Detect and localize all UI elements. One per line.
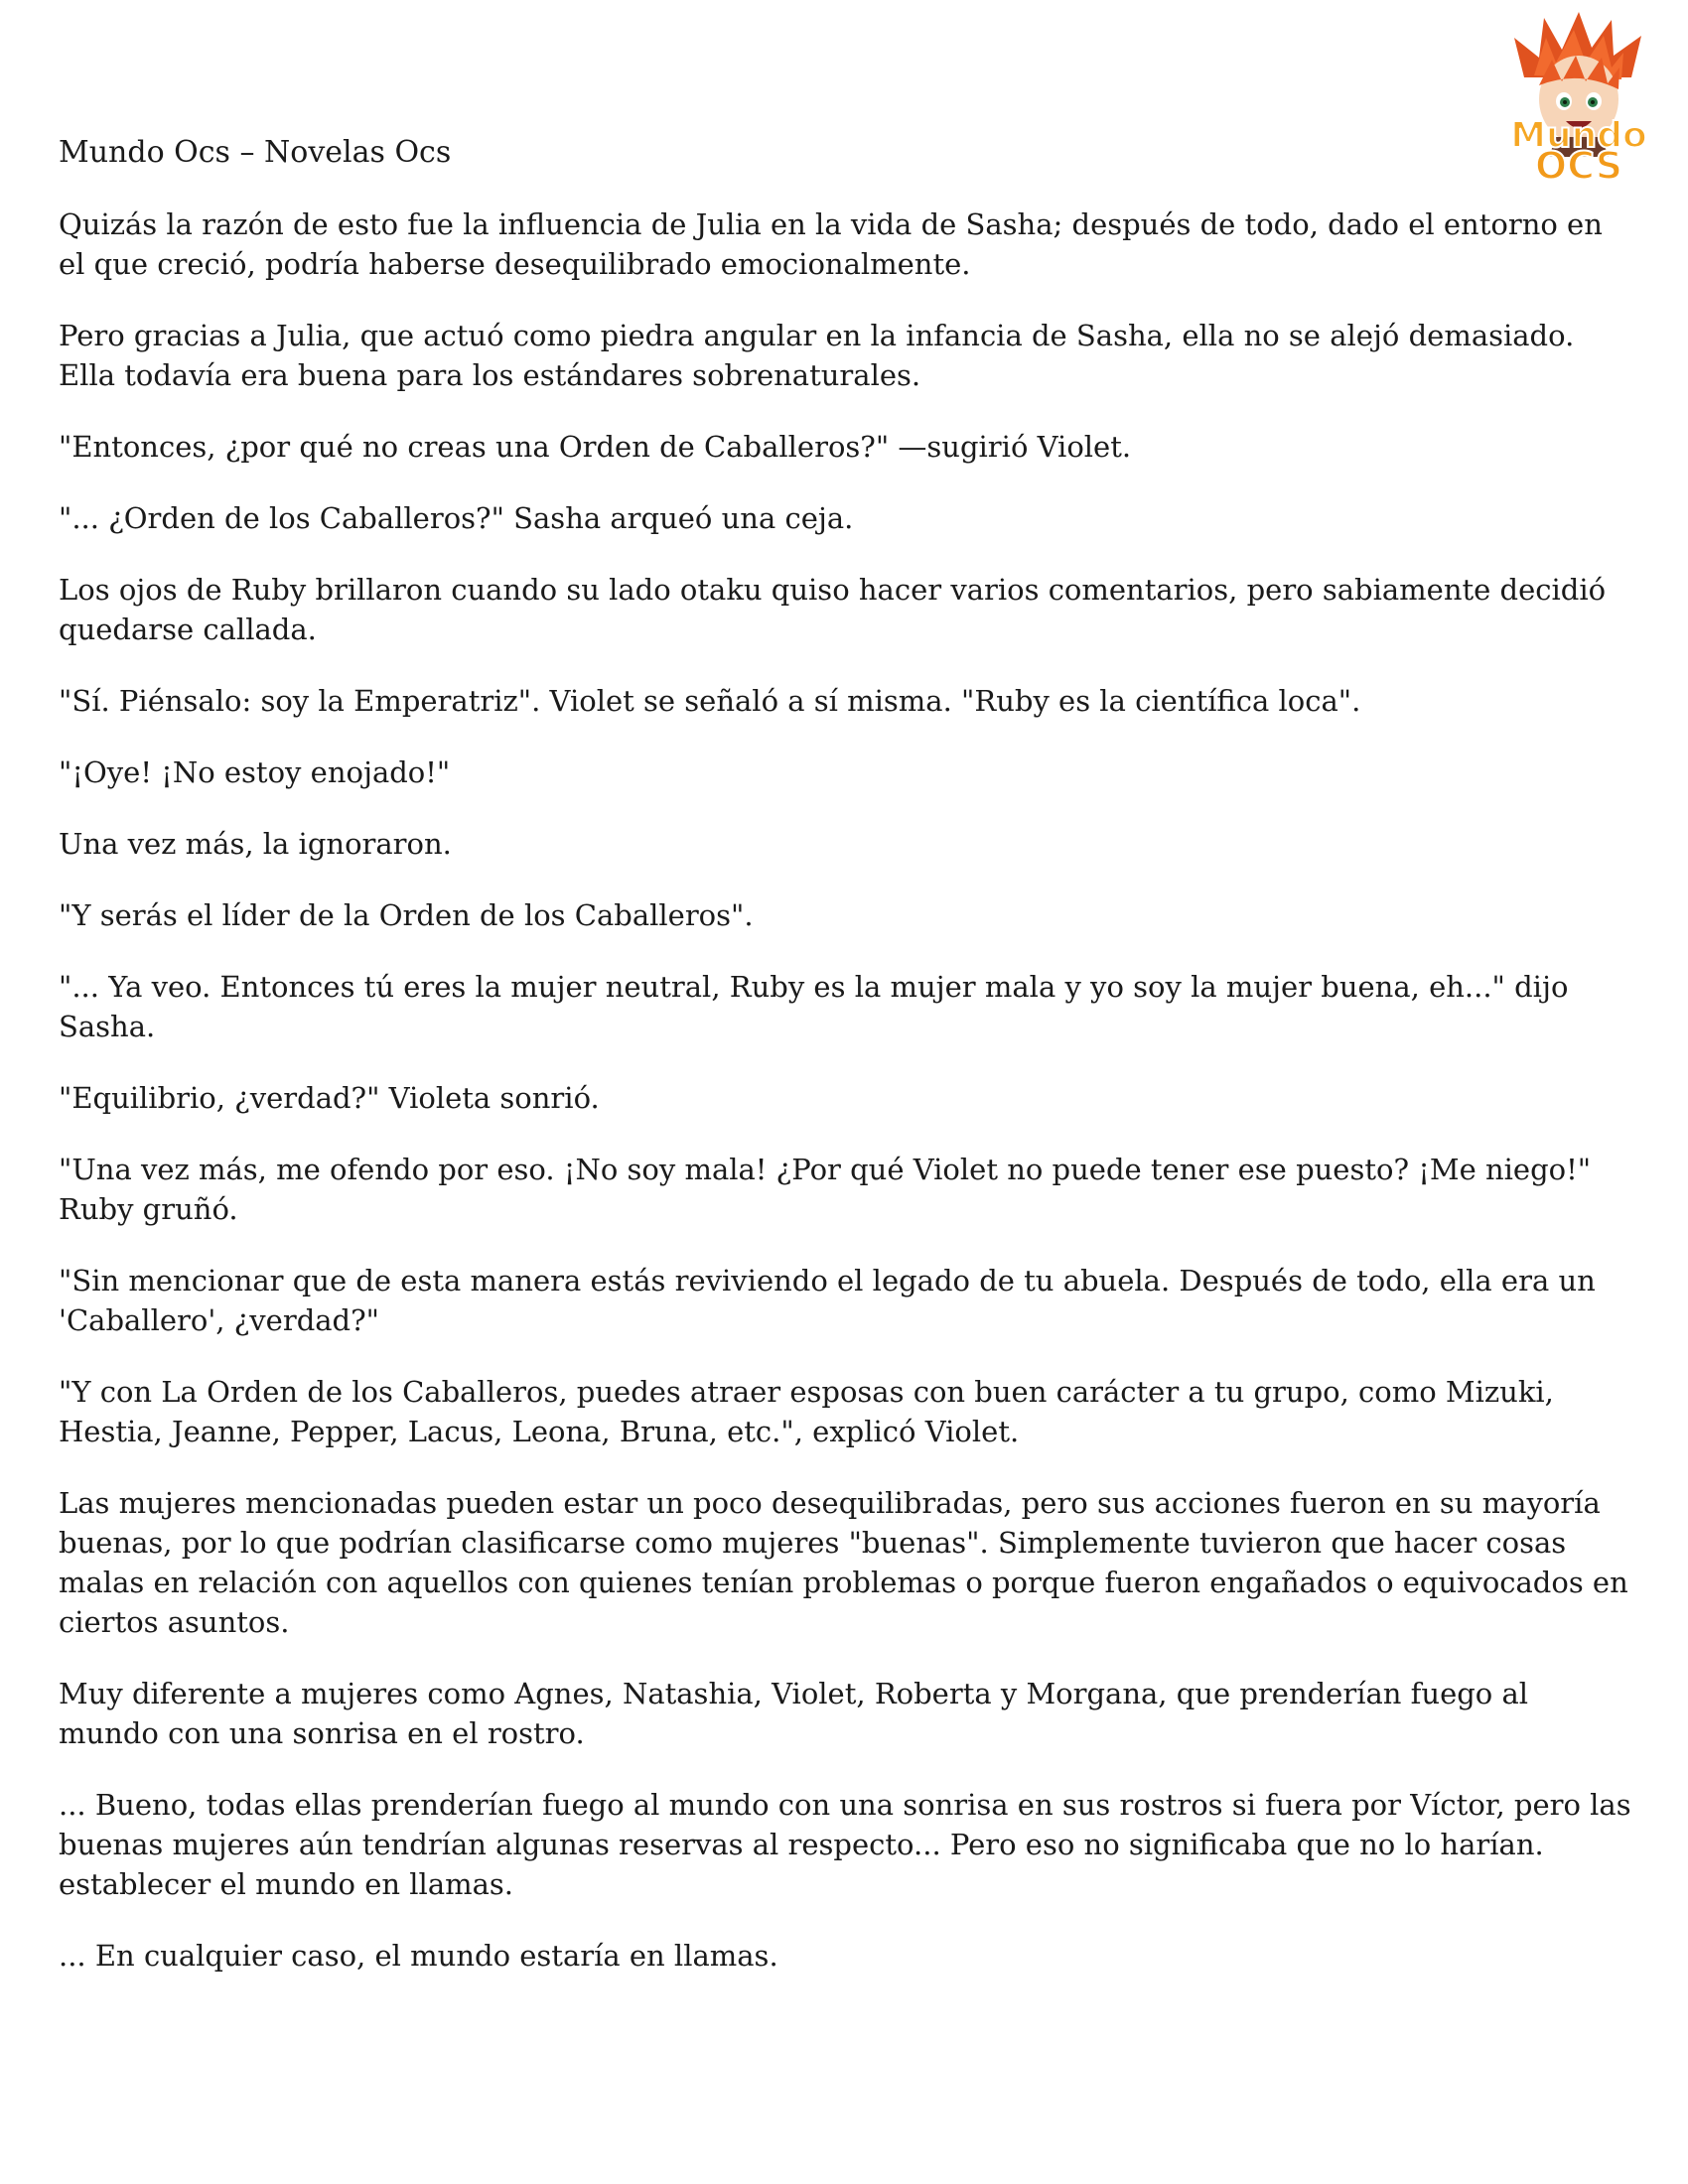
paragraph: "Sin mencionar que de esta manera estás reviviendo el legado de tu abuela. Después de todo, ella era un 'Caballero', ¿verdad?" bbox=[59, 1264, 1596, 1337]
document-body bbox=[59, 205, 1637, 2007]
paragraph: "... Ya veo. Entonces tú eres la mujer neutral, Ruby es la mujer mala y yo soy la mujer buena, eh..." dijo Sasha. bbox=[59, 970, 1569, 1043]
paragraph: "... ¿Orden de los Caballeros?" Sasha arqueó una ceja. bbox=[59, 501, 854, 535]
paragraph: "Una vez más, me ofendo por eso. ¡No soy mala! ¿Por qué Violet no puede tener ese puesto? ¡Me niego!" Ruby gruñó. bbox=[59, 1153, 1592, 1226]
paragraph: Pero gracias a Julia, que actuó como piedra angular en la infancia de Sasha, ella no se alejó demasiado. Ella todavía era buena para los estándares sobrenaturales. bbox=[59, 319, 1575, 392]
paragraph: ... Bueno, todas ellas prenderían fuego al mundo con una sonrisa en sus rostros si fuera por Víctor, pero las buenas mujeres aún tendrían algunas reservas al respecto... Pero eso no significaba que no lo harían. establecer el mundo en llamas. bbox=[59, 1788, 1631, 1901]
paragraph: "Entonces, ¿por qué no creas una Orden de Caballeros?" —sugirió Violet. bbox=[59, 430, 1132, 464]
paragraph: Una vez más, la ignoraron. bbox=[59, 827, 452, 861]
paragraph: "Sí. Piénsalo: soy la Emperatriz". Violet se señaló a sí misma. "Ruby es la científica loca". bbox=[59, 684, 1361, 718]
paragraph: Muy diferente a mujeres como Agnes, Natashia, Violet, Roberta y Morgana, que prenderían fuego al mundo con una sonrisa en el rostro. bbox=[59, 1677, 1529, 1750]
paragraph: Quizás la razón de esto fue la influencia de Julia en la vida de Sasha; después de todo, dado el entorno en el que creció, podría haberse desequilibrado emocionalmente. bbox=[59, 207, 1603, 281]
logo-text-line2: OCS bbox=[1534, 144, 1623, 187]
paragraph: "Y serás el líder de la Orden de los Caballeros". bbox=[59, 898, 754, 932]
logo-wordmark bbox=[1494, 8, 1663, 187]
paragraph: "¡Oye! ¡No estoy enojado!" bbox=[59, 755, 451, 789]
page-header: Mundo Ocs – Novelas Ocs bbox=[59, 135, 452, 170]
mundo-ocs-logo bbox=[1494, 8, 1663, 187]
paragraph: ... En cualquier caso, el mundo estaría en llamas. bbox=[59, 1939, 778, 1973]
paragraph: "Y con La Orden de los Caballeros, puedes atraer esposas con buen carácter a tu grupo, como Mizuki, Hestia, Jeanne, Pepper, Lacus, Leona, Bruna, etc.", explicó Violet. bbox=[59, 1375, 1554, 1448]
paragraph: Las mujeres mencionadas pueden estar un poco desequilibradas, pero sus acciones fueron en su mayoría buenas, por lo que podrían clasificarse como mujeres "buenas". Simplemente tuvieron que hacer cosas malas en relación con aquellos con quienes tenían problemas o porque fueron engañados o equivocados en ciertos asuntos. bbox=[59, 1486, 1628, 1639]
paragraph: "Equilibrio, ¿verdad?" Violeta sonrió. bbox=[59, 1081, 600, 1115]
logo-text-line1: Mundo bbox=[1510, 115, 1647, 156]
paragraph: Los ojos de Ruby brillaron cuando su lado otaku quiso hacer varios comentarios, pero sabiamente decidió quedarse callada. bbox=[59, 573, 1607, 646]
